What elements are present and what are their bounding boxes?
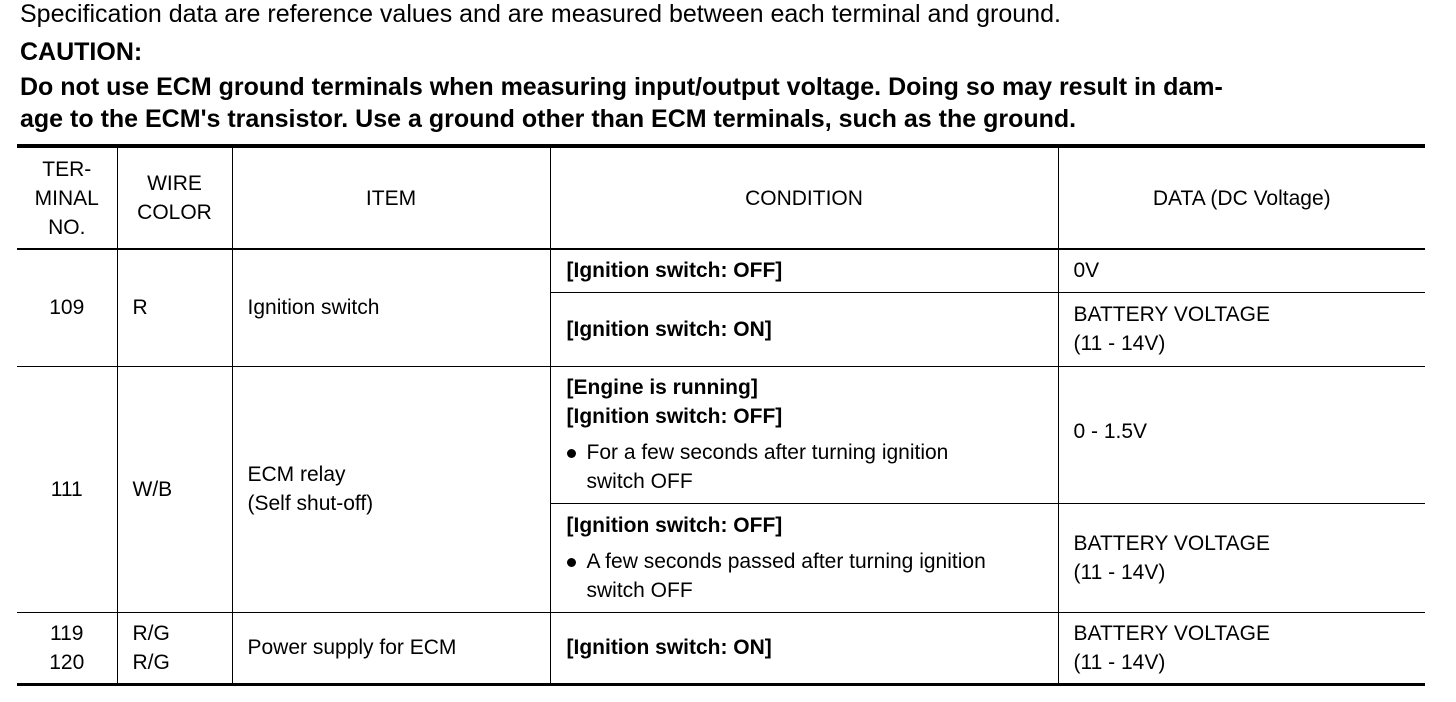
table-header-row (17, 146, 1425, 249)
data-cell: 0V (1058, 249, 1425, 292)
item-cell: Ignition switch (232, 249, 550, 366)
header-wire-color: WIRE COLOR (117, 146, 232, 249)
condition-cell: [Ignition switch: ON] (550, 292, 1058, 366)
wire-color-cell: W/B (117, 366, 232, 612)
table-row (17, 612, 1425, 684)
terminal-no-cell: 119 120 (17, 612, 117, 684)
table-row (17, 366, 1425, 503)
header-data: DATA (DC Voltage) (1058, 146, 1425, 249)
condition-cell: [Ignition switch: OFF] A few seconds passed after turning ignition switch OFF (550, 503, 1058, 612)
bullet-dot-icon (567, 449, 576, 458)
header-item: ITEM (232, 146, 550, 249)
caution-text (20, 71, 1425, 135)
data-cell: 0 - 1.5V (1058, 366, 1425, 503)
data-cell: BATTERY VOLTAGE (11 - 14V) (1058, 503, 1425, 612)
condition-bullet: A few seconds passed after turning ignition switch OFF (567, 547, 1052, 605)
item-cell: ECM relay (Self shut-off) (232, 366, 550, 612)
header-condition: CONDITION (550, 146, 1058, 249)
terminal-spec-table (17, 144, 1425, 686)
table-row (17, 249, 1425, 292)
condition-bullet: For a few seconds after turning ignition switch OFF (567, 438, 1052, 496)
condition-cell: [Ignition switch: OFF] (550, 249, 1058, 292)
condition-cell: [Ignition switch: ON] (550, 612, 1058, 684)
caution-title: CAUTION: (20, 38, 143, 66)
header-terminal-no: TER- MINAL NO. (17, 146, 117, 249)
wire-color-cell: R/G R/G (117, 612, 232, 684)
caution-line-2: age to the ECM's transistor. Use a ground other than ECM terminals, such as the ground. (20, 105, 1077, 133)
intro-text: Specification data are reference values and are measured between each terminal and ground. (20, 0, 1061, 28)
item-cell: Power supply for ECM (232, 612, 550, 684)
bullet-dot-icon (567, 558, 576, 567)
data-cell: BATTERY VOLTAGE (11 - 14V) (1058, 612, 1425, 684)
condition-cell: [Engine is running] [Ignition switch: OFF] For a few seconds after turning ignition switch OFF (550, 366, 1058, 503)
terminal-no-cell: 111 (17, 366, 117, 612)
wire-color-cell: R (117, 249, 232, 366)
terminal-no-cell: 109 (17, 249, 117, 366)
data-cell: BATTERY VOLTAGE (11 - 14V) (1058, 292, 1425, 366)
caution-line-1: Do not use ECM ground terminals when measuring input/output voltage. Doing so may result in dam- (20, 73, 1223, 101)
